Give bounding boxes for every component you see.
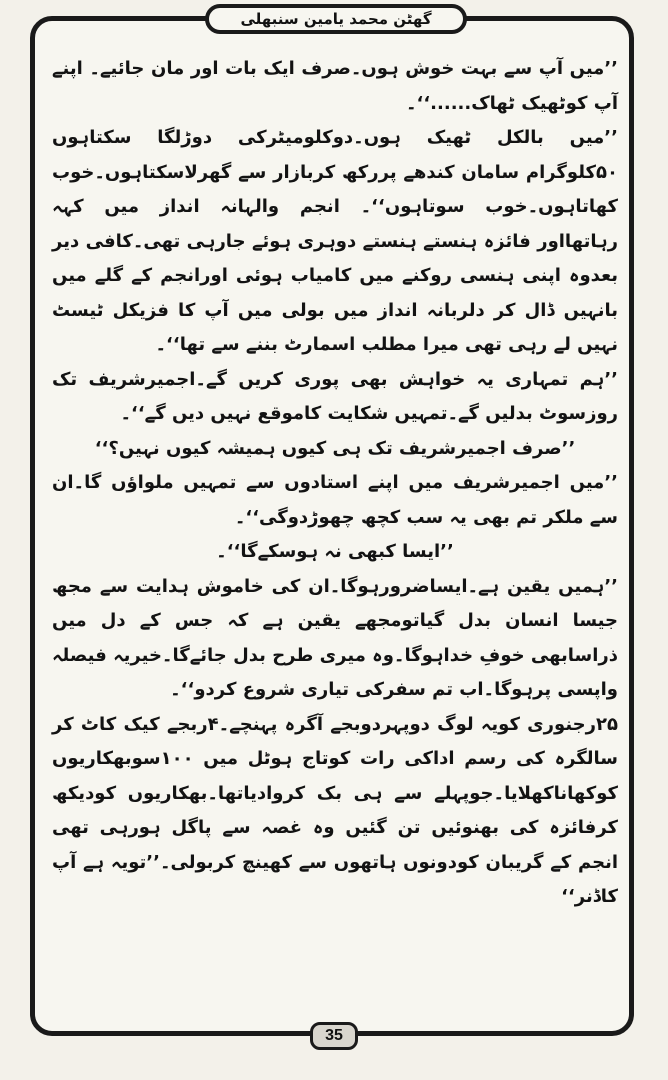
paragraph-1: ’’میں آپ سے بہت خوش ہوں۔صرف ایک بات اور مان جائیے۔ اپنے آپ کوٹھیک ٹھاک......‘‘۔	[52, 58, 618, 114]
paragraph-7: ’’ہمیں یقین ہے۔ایساضرورہوگا۔ان کی خاموش ہدایت سے مجھ جیسا انسان بدل گیاتومجھے یقین ہے کہ جس کے دل میں ذراسابھی خوفِ خداہوگا۔وہ میری طرح بدل جائےگا۔خیریہ فیصلہ واپسی پرہوگا۔اب تم سفرکی تیاری شروع کردو‘‘۔	[52, 575, 618, 700]
paragraph-4: ’’صرف اجمیرشریف تک ہی کیوں ہمیشہ کیوں نہیں؟‘‘	[94, 437, 576, 459]
paragraph-3: ’’ہم تمہاری یہ خواہش بھی پوری کریں گے۔اجمیرشریف تک روزسوٹ بدلیں گے۔تمہیں شکایت کاموقع نہیں دیں گے‘‘۔	[52, 368, 618, 424]
body-text	[52, 52, 618, 1022]
paragraph-5: ’’میں اجمیرشریف میں اپنے استادوں سے تمہیں ملواؤں گا۔ان سے ملکر تم بھی یہ سب کچھ چھوڑدوگی‘‘۔	[52, 472, 618, 528]
header-title: گھٹن محمد یامین سنبھلی	[240, 10, 432, 28]
running-header	[205, 4, 467, 34]
paragraph-8: ۲۵رجنوری کویہ لوگ دوپہردوبجے آگرہ پہنچے۔۴ربجے کیک کاٹ کر سالگرہ کی رسم اداکی رات کوتاج ہوٹل میں ۱۰۰سوبھکاریوں کوکھاناکھلایا۔جوپہلے سے ہی بک کروادیاتھا۔بھکاریوں کودیکھ کرفائزہ کی بھنوئیں تن گئیں وہ غصہ سے پاگل ہورہی تھی انجم کے گریبان کودونوں ہاتھوں سے کھینچ کربولی۔’’تویہ ہے آپ کاڈنر‘‘	[52, 713, 618, 907]
page-number: 35	[325, 1027, 343, 1044]
paragraph-2: ’’میں بالکل ٹھیک ہوں۔دوکلومیٹرکی دوڑلگا سکتاہوں ۵۰کلوگرام سامان کندھے پررکھ کربازار سے گھرلاسکتاہوں۔خوب کھاتاہوں۔خوب سوتاہوں‘‘۔ انجم والہانہ انداز میں کہہ رہاتھااور فائزہ ہنستے ہنستے دوہری ہوئے جارہی تھی۔کافی دیر بعدوہ اپنی ہنسی روکنے میں کامیاب ہوئی اورانجم کے گلے میں بانہیں ڈال کر دلربانہ انداز میں بولی میں آپ کا فزیکل ٹیسٹ نہیں لے رہی تھی میرا مطلب اسمارٹ بننے سے تھا‘‘۔	[52, 127, 618, 355]
page-number-box	[310, 1022, 358, 1050]
paragraph-6: ’’ایسا کبھی نہ ہوسکےگا‘‘۔	[216, 541, 454, 562]
